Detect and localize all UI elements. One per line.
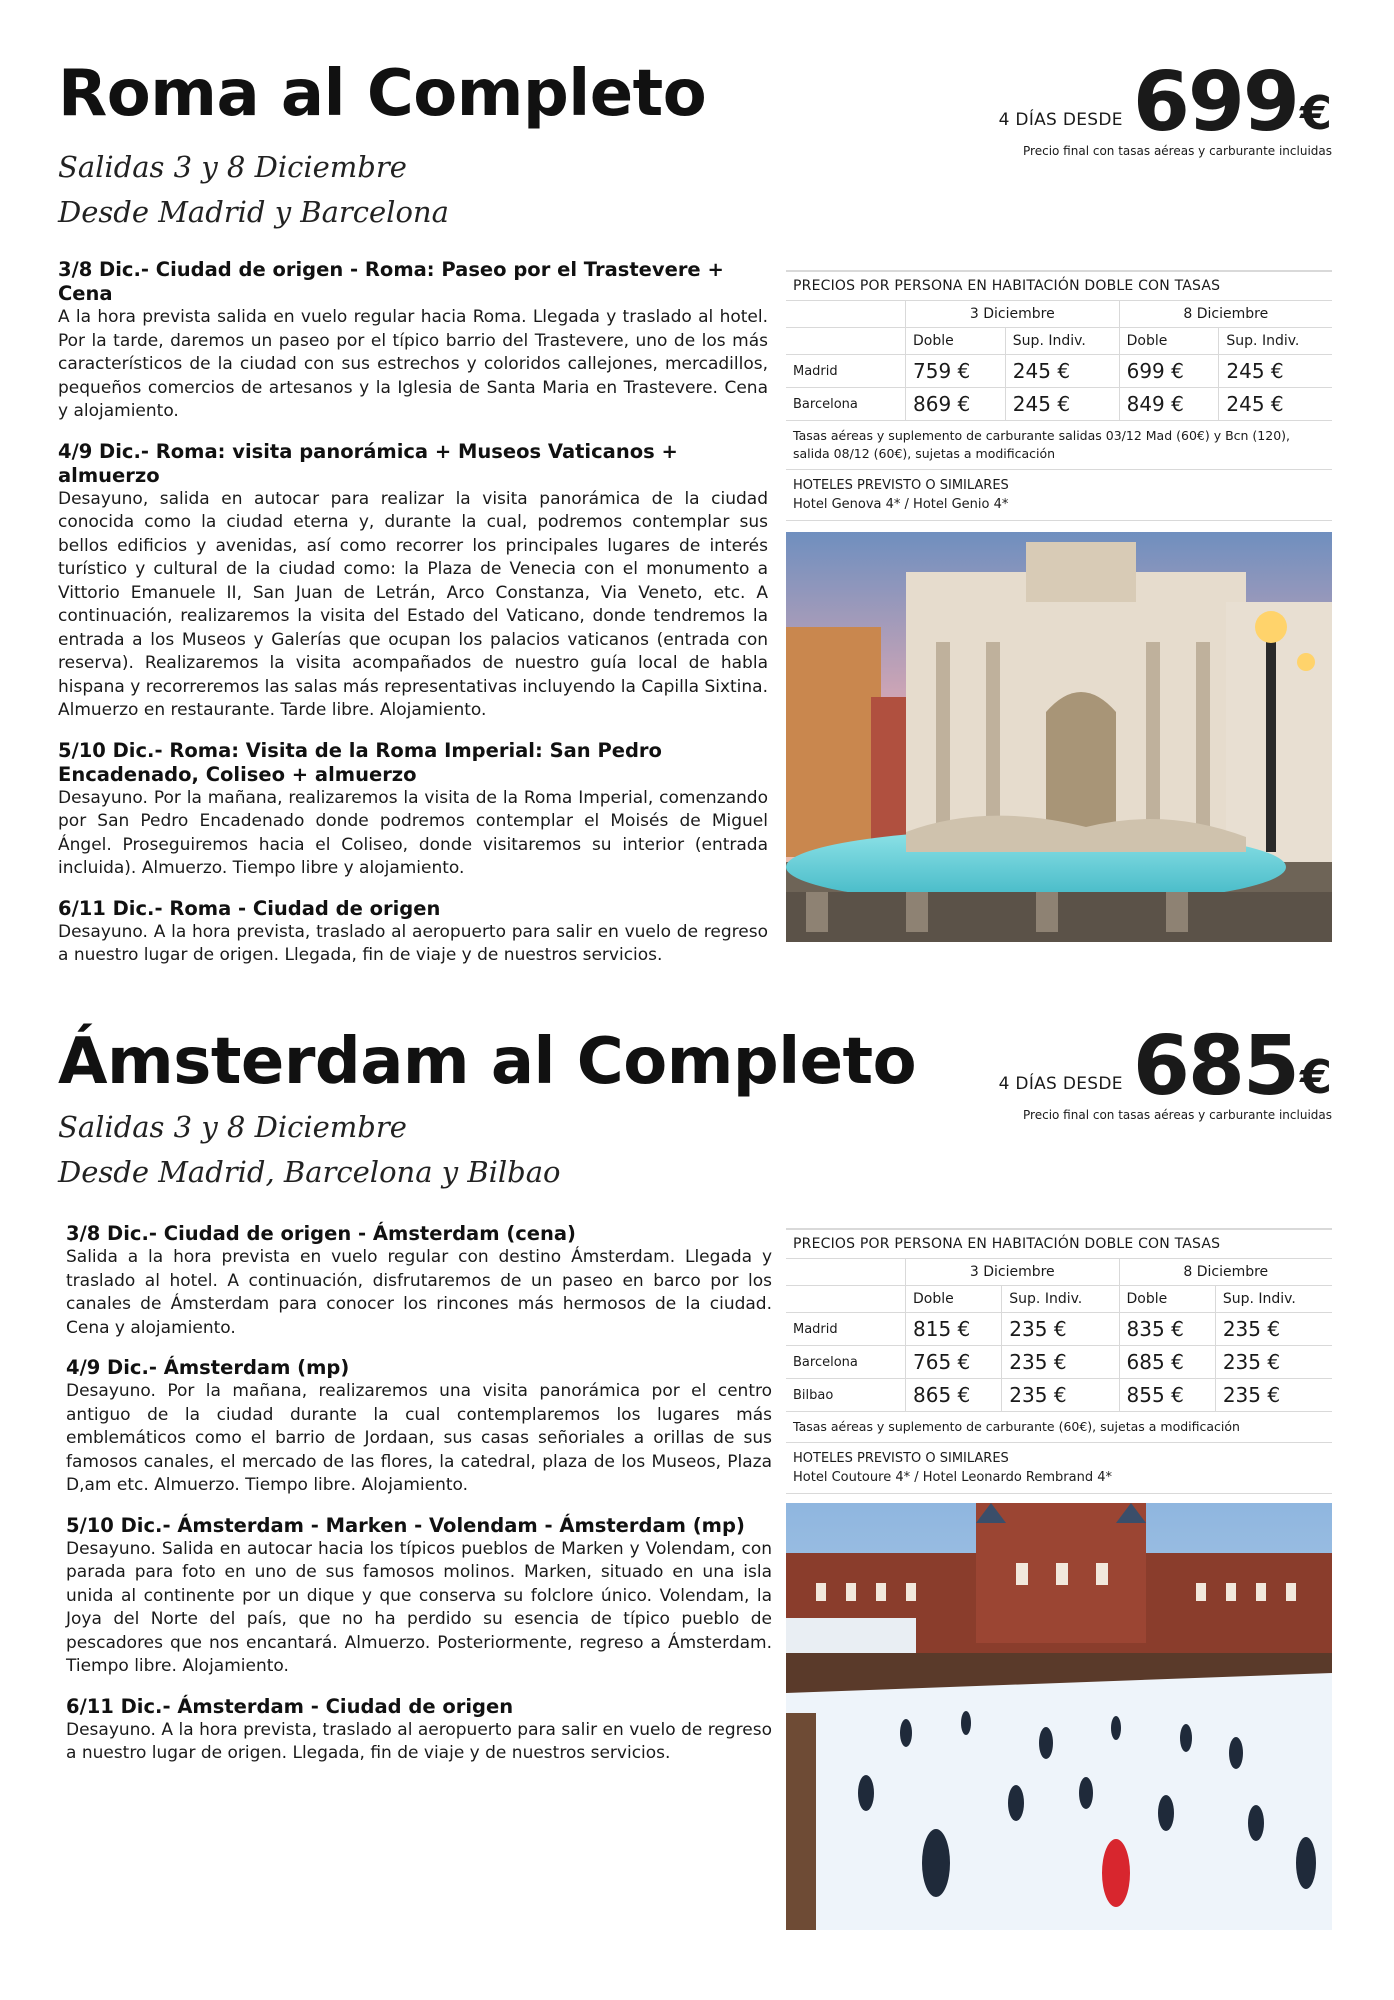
- price-cell: 245 €: [1219, 388, 1332, 421]
- day-heading: 4/9 Dic.- Roma: visita panorámica + Museos Vaticanos + almuerzo: [58, 439, 678, 487]
- itinerary-day: [58, 258, 768, 424]
- amsterdam-subtitle-departures: Salidas 3 y 8 Diciembre: [58, 1110, 407, 1144]
- day-text: Salida a la hora prevista en vuelo regular con destino Ámsterdam. Llegada y traslado al hotel. A continuación, disfrutaremos de un paseo en barco por los canales de Ámsterdam para conocer los rincones más hermosos de la ciudad. Cena y alojamiento.: [66, 1247, 772, 1338]
- price-cell: 245 €: [1005, 355, 1119, 388]
- price-cell: 815 €: [906, 1313, 1002, 1346]
- price-cell: 235 €: [1215, 1346, 1332, 1379]
- amsterdam-price-note: Precio final con tasas aéreas y carburante incluidas: [1023, 1107, 1332, 1122]
- column-header: Sup. Indiv.: [1219, 328, 1332, 355]
- fees-note: Tasas aéreas y suplemento de carburante salidas 03/12 Mad (60€) y Bcn (120), salida 08/12 (60€), sujetas a modificación: [786, 421, 1332, 470]
- hotels-list: Hotel Genova 4* / Hotel Genio 4*: [793, 497, 1009, 512]
- amsterdam-section: [0, 960, 1394, 2000]
- price-table-header: PRECIOS POR PERSONA EN HABITACIÓN DOBLE CON TASAS: [786, 271, 1332, 301]
- amsterdam-itinerary: [66, 1222, 772, 1782]
- departure-group: 3 Diciembre: [906, 1259, 1120, 1286]
- day-heading: 4/9 Dic.- Ámsterdam (mp): [66, 1356, 350, 1379]
- column-header: Doble: [906, 328, 1006, 355]
- price-cell: 835 €: [1119, 1313, 1215, 1346]
- price-cell: 865 €: [906, 1379, 1002, 1412]
- table-row: [786, 1313, 1332, 1346]
- fees-note: Tasas aéreas y suplemento de carburante (60€), sujetas a modificación: [786, 1412, 1332, 1443]
- day-text: Desayuno, salida en autocar para realizar la visita panorámica de la ciudad conocida como la ciudad eterna y, durante la cual, podremos contemplar sus bellos edificios y avenidas, así como recorrer los principales lugares de interés turístico y cultural de la ciudad como: la Plaza de Venecia con el monumento a Vittorio Emanuele II, San Juan de Letrán, Arco Constanza, Via Veneto, etc. A continuación, realizaremos la visita del Estado del Vaticano, donde tendremos la entrada a los Museos y Galerías que ocupan los palacios vaticanos (entrada con reserva). Realizaremos la visita acompañados de nuestro guía local de habla hispana y recorreremos las salas más representativas incluyendo la Capilla Sixtina. Almuerzo en restaurante. Tarde libre. Alojamiento.: [58, 488, 768, 720]
- itinerary-day: [66, 1514, 772, 1679]
- itinerary-day: [66, 1222, 772, 1340]
- amsterdam-price-table: [786, 1228, 1332, 1494]
- day-heading: 5/10 Dic.- Ámsterdam - Marken - Volendam - Ámsterdam (mp): [66, 1513, 745, 1537]
- day-heading: 5/10 Dic.- Roma: Visita de la Roma Imperial: San Pedro Encadenado, Coliseo + almuerzo: [58, 738, 662, 786]
- hotels-list: Hotel Coutoure 4* / Hotel Leonardo Rembrand 4*: [793, 1470, 1112, 1485]
- price-cell: 759 €: [906, 355, 1006, 388]
- hotels-cell: [786, 1443, 1332, 1494]
- day-heading: 3/8 Dic.- Ciudad de origen - Roma: Paseo por el Trastevere + Cena: [58, 258, 724, 305]
- column-header: Sup. Indiv.: [1005, 328, 1119, 355]
- amsterdam-price: 685: [1132, 1019, 1298, 1114]
- amsterdam-title: Ámsterdam al Completo: [58, 1025, 917, 1099]
- day-text: Desayuno. A la hora prevista, traslado al aeropuerto para salir en vuelo de regreso a nuestro lugar de origen. Llegada, fin de viaje y de nuestros servicios.: [58, 921, 768, 965]
- hotels-title: HOTELES PREVISTO O SIMILARES: [793, 478, 1009, 493]
- row-city: Bilbao: [786, 1379, 906, 1412]
- table-row: [786, 355, 1332, 388]
- table-row: [786, 388, 1332, 421]
- price-cell: 235 €: [1215, 1313, 1332, 1346]
- day-text: Desayuno. Por la mañana, realizaremos la visita de la Roma Imperial, comenzando por San Pedro Encadenado donde podremos contemplar el Moisés de Miguel Ángel. Proseguiremos hacia el Coliseo, donde visitaremos su interior (entrada incluida). Almuerzo. Tiempo libre y alojamiento.: [58, 787, 768, 878]
- price-cell: 245 €: [1005, 388, 1119, 421]
- empty-cell: [786, 328, 906, 355]
- amsterdam-days-label: 4 DÍAS DESDE: [998, 1073, 1123, 1094]
- rijksmuseum-ice-rink-photo: [786, 1503, 1332, 1930]
- empty-cell: [786, 1259, 906, 1286]
- column-header: Sup. Indiv.: [1002, 1286, 1119, 1313]
- rome-subtitle-departures: Salidas 3 y 8 Diciembre: [58, 150, 407, 184]
- hotels-title: HOTELES PREVISTO O SIMILARES: [793, 1451, 1009, 1466]
- rome-currency: €: [1299, 85, 1332, 140]
- rome-subtitle-origin: Desde Madrid y Barcelona: [58, 195, 449, 229]
- price-cell: 235 €: [1002, 1379, 1119, 1412]
- price-cell: 855 €: [1119, 1379, 1215, 1412]
- empty-cell: [786, 1286, 906, 1313]
- day-text: Desayuno. A la hora prevista, traslado al aeropuerto para salir en vuelo de regreso a nuestro lugar de origen. Llegada, fin de viaje y de nuestros servicios.: [66, 1719, 772, 1763]
- day-heading: 6/11 Dic.- Roma - Ciudad de origen: [58, 896, 441, 920]
- day-text: Desayuno. Por la mañana, realizaremos una visita panorámica por el centro antiguo de la ciudad durante la cual contemplaremos los lugares más emblemáticos como el barrio de Jordaan, sus casas señoriales a orillas de sus famosos canales, el mercado de las flores, la catedral, plaza de los Museos, Plaza D,am etc. Almuerzo. Tiempo libre. Alojamiento.: [66, 1381, 772, 1495]
- rome-section: [0, 0, 1394, 980]
- table-row: [786, 1346, 1332, 1379]
- rome-price-box: [998, 55, 1332, 158]
- price-cell: 235 €: [1002, 1346, 1119, 1379]
- column-header: Doble: [906, 1286, 1002, 1313]
- day-text: Desayuno. Salida en autocar hacia los típicos pueblos de Marken y Volendam, con parada para foto en uno de sus famosos molinos. Marken, situado en una isla unida al continente por un dique y que conserva su folclore único. Volendam, la Joya del Norte del país, que no ha perdido su esencia de típico pueblo de pescadores que nos encantará. Almuerzo. Posteriormente, regreso a Ámsterdam. Tiempo libre. Alojamiento.: [66, 1538, 772, 1676]
- price-cell: 869 €: [906, 388, 1006, 421]
- rome-itinerary: [58, 258, 768, 984]
- rome-price: 699: [1132, 55, 1298, 150]
- price-cell: 235 €: [1215, 1379, 1332, 1412]
- row-city: Madrid: [786, 355, 906, 388]
- price-cell: 245 €: [1219, 355, 1332, 388]
- price-cell: 699 €: [1119, 355, 1219, 388]
- amsterdam-currency: €: [1299, 1049, 1332, 1104]
- rome-price-table: [786, 270, 1332, 521]
- price-cell: 765 €: [906, 1346, 1002, 1379]
- empty-cell: [786, 301, 906, 328]
- row-city: Madrid: [786, 1313, 906, 1346]
- itinerary-day: [66, 1695, 772, 1766]
- price-table-header: PRECIOS POR PERSONA EN HABITACIÓN DOBLE CON TASAS: [786, 1229, 1332, 1259]
- day-heading: 6/11 Dic.- Ámsterdam - Ciudad de origen: [66, 1694, 514, 1718]
- rome-days-label: 4 DÍAS DESDE: [998, 109, 1123, 130]
- column-header: Doble: [1119, 1286, 1215, 1313]
- price-cell: 685 €: [1119, 1346, 1215, 1379]
- itinerary-day: [58, 440, 768, 723]
- table-row: [786, 1379, 1332, 1412]
- column-header: Doble: [1119, 328, 1219, 355]
- price-cell: 849 €: [1119, 388, 1219, 421]
- itinerary-day: [58, 739, 768, 881]
- amsterdam-price-box: [998, 1019, 1332, 1122]
- column-header: Sup. Indiv.: [1215, 1286, 1332, 1313]
- row-city: Barcelona: [786, 388, 906, 421]
- hotels-cell: [786, 470, 1332, 521]
- rome-title: Roma al Completo: [58, 57, 707, 131]
- day-text: A la hora prevista salida en vuelo regular hacia Roma. Llegada y traslado al hotel. Por la tarde, daremos un paseo por el típico barrio del Trastevere, uno de los más característicos de la ciudad con sus estrechos y coloridos callejones, mercadillos, pequeños comercios de artesanos y la Iglesia de Santa Maria en Trastevere. Cena y alojamiento.: [58, 307, 768, 421]
- amsterdam-subtitle-origin: Desde Madrid, Barcelona y Bilbao: [58, 1155, 561, 1189]
- itinerary-day: [66, 1356, 772, 1498]
- price-cell: 235 €: [1002, 1313, 1119, 1346]
- row-city: Barcelona: [786, 1346, 906, 1379]
- departure-group: 8 Diciembre: [1119, 301, 1332, 328]
- departure-group: 8 Diciembre: [1119, 1259, 1332, 1286]
- itinerary-day: [58, 897, 768, 968]
- departure-group: 3 Diciembre: [906, 301, 1120, 328]
- rome-price-note: Precio final con tasas aéreas y carburante incluidas: [1023, 143, 1332, 158]
- trevi-fountain-photo: [786, 532, 1332, 942]
- day-heading: 3/8 Dic.- Ciudad de origen - Ámsterdam (cena): [66, 1222, 576, 1245]
